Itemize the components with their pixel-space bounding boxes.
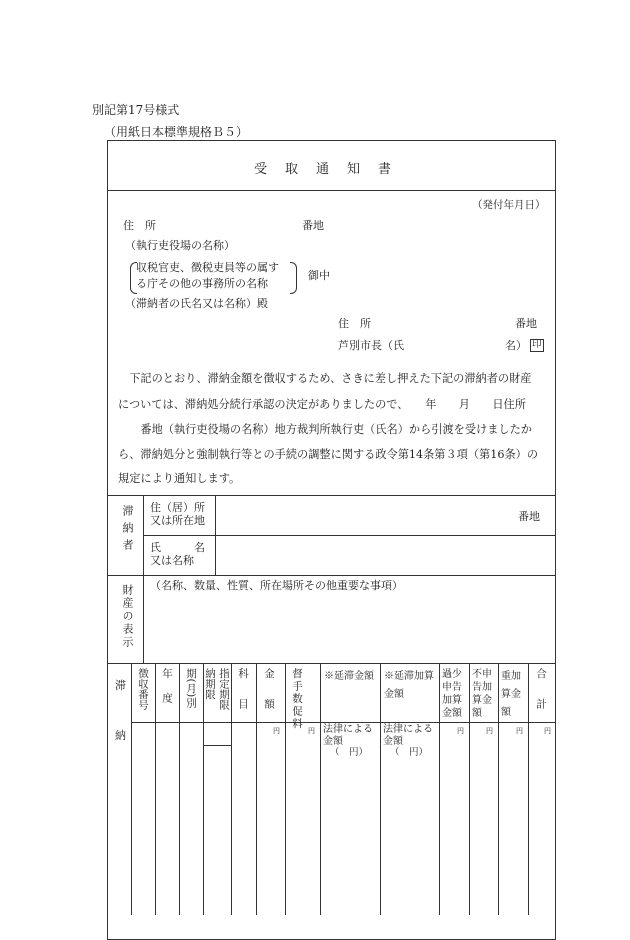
document-title: 受取通知書	[253, 162, 409, 177]
office-name-label: （執行吏役場の名称）	[125, 239, 235, 252]
divider	[498, 663, 499, 915]
col-no-report: 不申告加算金額	[472, 669, 492, 719]
recipient-banchi: 番地	[302, 219, 324, 232]
law-amount-2-paren: （ 円）	[390, 747, 429, 758]
divider	[107, 575, 556, 576]
name-label-2: 又は名称	[150, 554, 194, 567]
recipient-address-label: 住 所	[123, 219, 156, 232]
amount-side-top: 滞	[115, 679, 126, 692]
divider	[528, 663, 529, 915]
col-designated-deadline: 指定期限	[218, 668, 230, 710]
property-side-label: 財産の表示	[121, 584, 134, 649]
paragraph-line: 番地（執行吏役場の名称）地方裁判所執行吏（氏名）から引渡を受けましたか	[118, 423, 532, 436]
divider	[203, 663, 204, 915]
office-line-1: 収税官吏、徴税吏員等の属す	[136, 261, 279, 274]
col-amount: 金額	[263, 668, 275, 729]
col-period: 期(月)別	[185, 668, 197, 708]
paragraph-line: については、滞納処分続行承認の決定がありましたので、 年 月 日住所	[118, 398, 526, 411]
yen-unit: 円	[516, 727, 523, 735]
law-amount-1: 法律による金額	[323, 724, 373, 747]
divider	[320, 663, 321, 915]
divider	[131, 722, 556, 723]
divider-table-top	[107, 495, 556, 496]
address-label-2: 又は所在地	[150, 514, 205, 527]
yen-unit: 円	[308, 727, 315, 735]
divider	[203, 745, 231, 746]
col-total: 合計	[535, 668, 547, 729]
divider	[179, 663, 180, 915]
yen-unit: 円	[457, 727, 464, 735]
divider	[143, 535, 556, 536]
address-banchi: 番地	[518, 510, 540, 523]
paragraph-line: 下記のとおり、滞納金額を徴収するため、さきに差し押えた下記の滞納者の財産	[118, 372, 532, 385]
paper-spec: （用紙日本標準規格Ｂ５）	[104, 125, 249, 139]
col-dunning-fee: 督手数促料	[291, 668, 303, 731]
form-number: 別記第17号様式	[92, 103, 180, 117]
yen-unit: 円	[544, 727, 551, 735]
onchu-label: 御中	[308, 269, 330, 282]
property-note: （名称、数量、性質、所在場所その他重要な事項）	[150, 579, 403, 592]
form-frame	[107, 140, 556, 940]
mayor-label: 芦別市長（氏	[338, 339, 404, 352]
col-under-report: 過少申告加算金額	[442, 669, 462, 719]
divider	[107, 663, 556, 664]
name-label-1: 氏 名	[150, 541, 205, 554]
col-year: 年度	[161, 668, 173, 717]
yen-unit: 円	[486, 727, 493, 735]
col-heavy-addition: 重加算金額	[501, 671, 521, 718]
divider	[439, 663, 440, 915]
paragraph-line: ら、滞納処分と強制執行等との手続の調整に関する政令第14条第３項（第16条）の	[118, 448, 539, 461]
col-late-addition: ※延滞加算金額	[384, 671, 434, 700]
mayor-name-end: 名）	[505, 339, 527, 352]
divider	[256, 663, 257, 915]
divider	[155, 663, 156, 915]
seal-mark: 印	[532, 339, 542, 350]
office-line-2: る庁その他の事務所の名称	[136, 277, 268, 290]
yen-unit: 円	[273, 727, 280, 735]
sender-banchi: 番地	[515, 317, 537, 330]
law-amount-1-paren: （ 円）	[330, 747, 369, 758]
paragraph-line: 規定により通知します。	[118, 472, 241, 485]
sender-address-label: 住 所	[338, 317, 371, 330]
divider	[143, 575, 144, 663]
col-deadline: 納期限	[204, 668, 216, 700]
amount-side-bottom: 納	[115, 729, 126, 742]
col-late-fee: ※延滞金額	[324, 671, 374, 682]
bracket-right	[290, 262, 297, 294]
divider	[131, 663, 132, 915]
divider	[380, 663, 381, 915]
col-collection-no: 徴収番号	[137, 668, 149, 710]
law-amount-2: 法律による金額	[383, 724, 433, 747]
col-subject: 科目	[237, 668, 249, 729]
divider	[285, 663, 286, 915]
address-label-1: 住（居）所	[150, 501, 205, 514]
divider-title	[107, 190, 556, 191]
debtor-name-label: （滞納者の氏名又は名称）殿	[125, 297, 268, 310]
divider	[469, 663, 470, 915]
issue-date: （発付年月日）	[472, 199, 546, 211]
delinquent-side-label: 滞納者	[121, 505, 134, 556]
